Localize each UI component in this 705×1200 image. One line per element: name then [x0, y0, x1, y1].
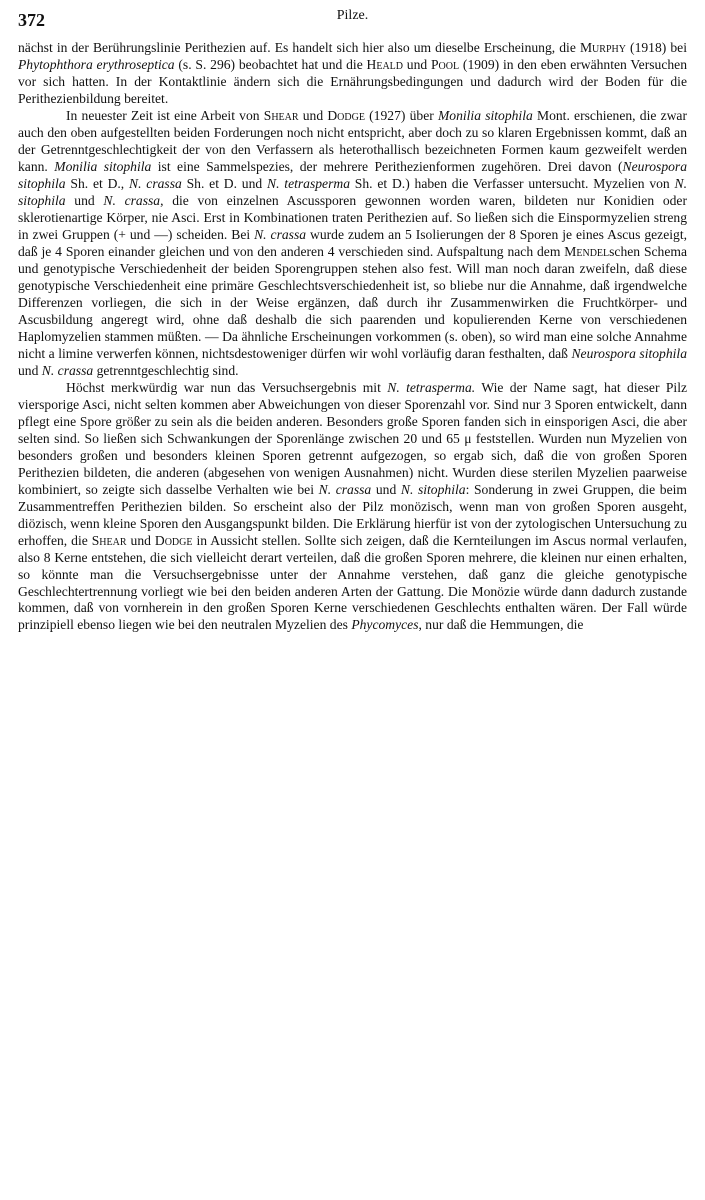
italic-text: Phycomyces	[351, 617, 419, 633]
paragraph	[18, 108, 687, 380]
author-name: Dodge	[327, 107, 365, 123]
italic-text: N. tetrasperma.	[387, 379, 476, 395]
text-run: und	[65, 192, 104, 208]
text-run: und	[298, 107, 328, 123]
italic-text: N. crassa	[254, 226, 307, 242]
page-number: 372	[18, 10, 45, 30]
text-run: (1909) in den eben erwähnten Versuchen vor sich hatten. In der Kontaktlinie ändern sich die Ernährungsbedingungen und dadurch wird der Boden für die Perithezienbildung bereitet.	[18, 56, 687, 106]
paragraph	[18, 380, 687, 635]
author-name: Dodge	[154, 532, 193, 548]
italic-text: N. crassa	[318, 481, 372, 497]
italic-text: Monilia sitophila	[437, 107, 533, 123]
italic-text: N. sitophila	[400, 481, 466, 497]
text-run: Sh. et D.,	[65, 175, 130, 191]
document-page	[18, 0, 687, 1200]
text-run: , die von einzelnen Ascussporen gewonnen worden waren, bildeten nur Konidien oder sklerotienartige Körper, nie Asci. Erst in Kombinationen traten Perithezien auf. So ließen sich die Einspormyzelien streng in zwei Gruppen (+ und —) scheiden. Bei	[18, 192, 687, 242]
italic-text: Monilia sitophila	[54, 158, 152, 174]
italic-text: N. crassa	[103, 192, 161, 208]
text-run: und	[18, 362, 42, 378]
text-run: nächst in der Berührungslinie Perithezien auf. Es handelt sich hier also um dieselbe Erscheinung, die	[18, 40, 580, 55]
author-name: Shear	[263, 107, 299, 123]
text-run: , nur daß die Hemmungen, die	[418, 617, 584, 633]
italic-text: Neurospora sitophila	[18, 158, 687, 191]
text-run: Sh. et D. und	[181, 175, 268, 191]
text-run: schen Schema und genotypische Verschiedenheit der beiden Sporengruppen stehen also fest. Will man noch daran zweifeln, daß diese genotypische Verschiedenheit eine primäre Geschlechtsverschiedenheit ist, so bliebe nur die Annahme, daß irgendwelche Differenzen vorliegen, die sich in der Weise ergänzen, daß durch ihr Zusammenwirken die Fruchtkörper- und Ascusbildung angeregt wird, ohne daß deshalb die sich paarenden und kopulierenden Kerne von verschiedenen Haplomyzelien stammen müßten. — Da ähnliche Erscheinungen vorkommen (s. oben), so wird man eine solche Annahme nicht a limine verwerfen können, nichtsdestoweniger dürfen wir wohl vorläufig daran festhalten, daß	[18, 243, 687, 361]
author-name: Heald	[366, 56, 404, 72]
author-name: Murphy	[579, 40, 626, 55]
text-run: In neuester Zeit ist eine Arbeit von	[66, 107, 264, 123]
running-head	[18, 0, 687, 40]
italic-text: Neurospora sitophila	[571, 345, 687, 361]
running-head-title: Pilze.	[336, 8, 369, 23]
paragraph	[18, 40, 687, 108]
text-run: : Sonderung in zwei Gruppen, die beim Zusammentreffen Perithezien bilden. So erscheint also der Pilz monözisch, wenn man von großen Sporen ausgeht, diözisch, wenn kleine Sporen den Ausgangspunkt bilden. Die Erklärung hierfür ist von der zytologischen Untersuchung zu erhoffen, die	[18, 481, 687, 548]
italic-text: N. crassa	[129, 175, 182, 191]
text-run: wurde zudem an 5 Isolierungen der 8 Sporen je eines Ascus gezeigt, daß je 4 Sporen einander gleichen und von den anderen 4 verschieden sind. Aufspaltung nach dem	[18, 226, 687, 259]
italic-text: N. tetrasperma	[267, 175, 350, 191]
text-run: Sh. et D.) haben die Verfasser untersucht. Myzelien von	[350, 175, 675, 191]
text-run: (1918) bei	[625, 40, 687, 55]
text-run: (1927) über	[364, 107, 438, 123]
author-name: Mendel	[564, 243, 610, 259]
text-run: und	[371, 481, 401, 497]
text-run: getrenntgeschlechtig sind.	[93, 362, 239, 378]
italic-text: Phytophthora erythroseptica	[18, 56, 175, 72]
text-run: Wie der Name sagt, hat dieser Pilz viersporige Asci, nicht selten kommen aber Abweichungen von dieser Sporenzahl vor. Sind nur 3 Sporen entwickelt, dann pflegt eine Spore größer zu sein als die beiden anderen. Besonders große Sporen fanden sich in einsporigen Asci, die aber selten sind. So ließen sich Schwankungen der Sporenlänge zwischen 20 und 65 μ feststellen. Wurden nun Myzelien von besonders großen und besonders kleinen Sporen getrennt aufgezogen, so ergab sich, daß die von großen Sporen Perithezien bildeten, die anderen (abgesehen von wenigen Ausnahmen) nicht. Wurden diese sterilen Myzelien paarweise kombiniert, so zeigte sich dasselbe Verhalten wie bei	[18, 379, 687, 497]
text-run: in Aussicht stellen. Sollte sich zeigen, daß die Kernteilungen im Ascus normal verlaufen, also 8 Kerne entstehen, die sich vielleicht derart verteilen, daß die großen Sporen mehrere, die kleinen nur einen erhalten, so könnte man die Versuchsergebnisse unter der Annahme verstehen, daß ganz die gleiche genotypische Geschlechtertrennung vorliegt wie bei den beiden anderen Arten der Gattung. Die Monözie würde dann dadurch zustande kommen, daß von vornherein in den großen Sporen Kerne verschiedenen Geschlechts enthalten wären. Der Fall würde prinzipiell ebenso liegen wie bei den neutralen Myzelien des	[18, 532, 687, 633]
text-run: und	[403, 56, 431, 72]
text-run: ist eine Sammelspezies, der mehrere Perithezienformen zugehören. Drei davon (	[151, 158, 623, 174]
text-run: Höchst merkwürdig war nun das Versuchsergebnis mit	[66, 379, 388, 395]
author-name: Pool	[431, 56, 460, 72]
italic-text: N. sitophila	[18, 175, 687, 208]
text-run: und	[126, 532, 155, 548]
body-text	[18, 40, 687, 634]
text-run: Mont. erschienen, die zwar auch den oben aufgestellten beiden Forderungen noch nicht entspricht, aber doch zu so klaren Ergebnissen kommt, daß an der Getrenntgeschlechtigkeit der von den Verfassern als heterothallisch bezeichneten Formen kaum gezweifelt werden kann.	[18, 107, 687, 174]
italic-text: N. crassa	[41, 362, 94, 378]
text-run: (s. S. 296) beobachtet hat und die	[174, 56, 367, 72]
author-name: Shear	[91, 532, 127, 548]
